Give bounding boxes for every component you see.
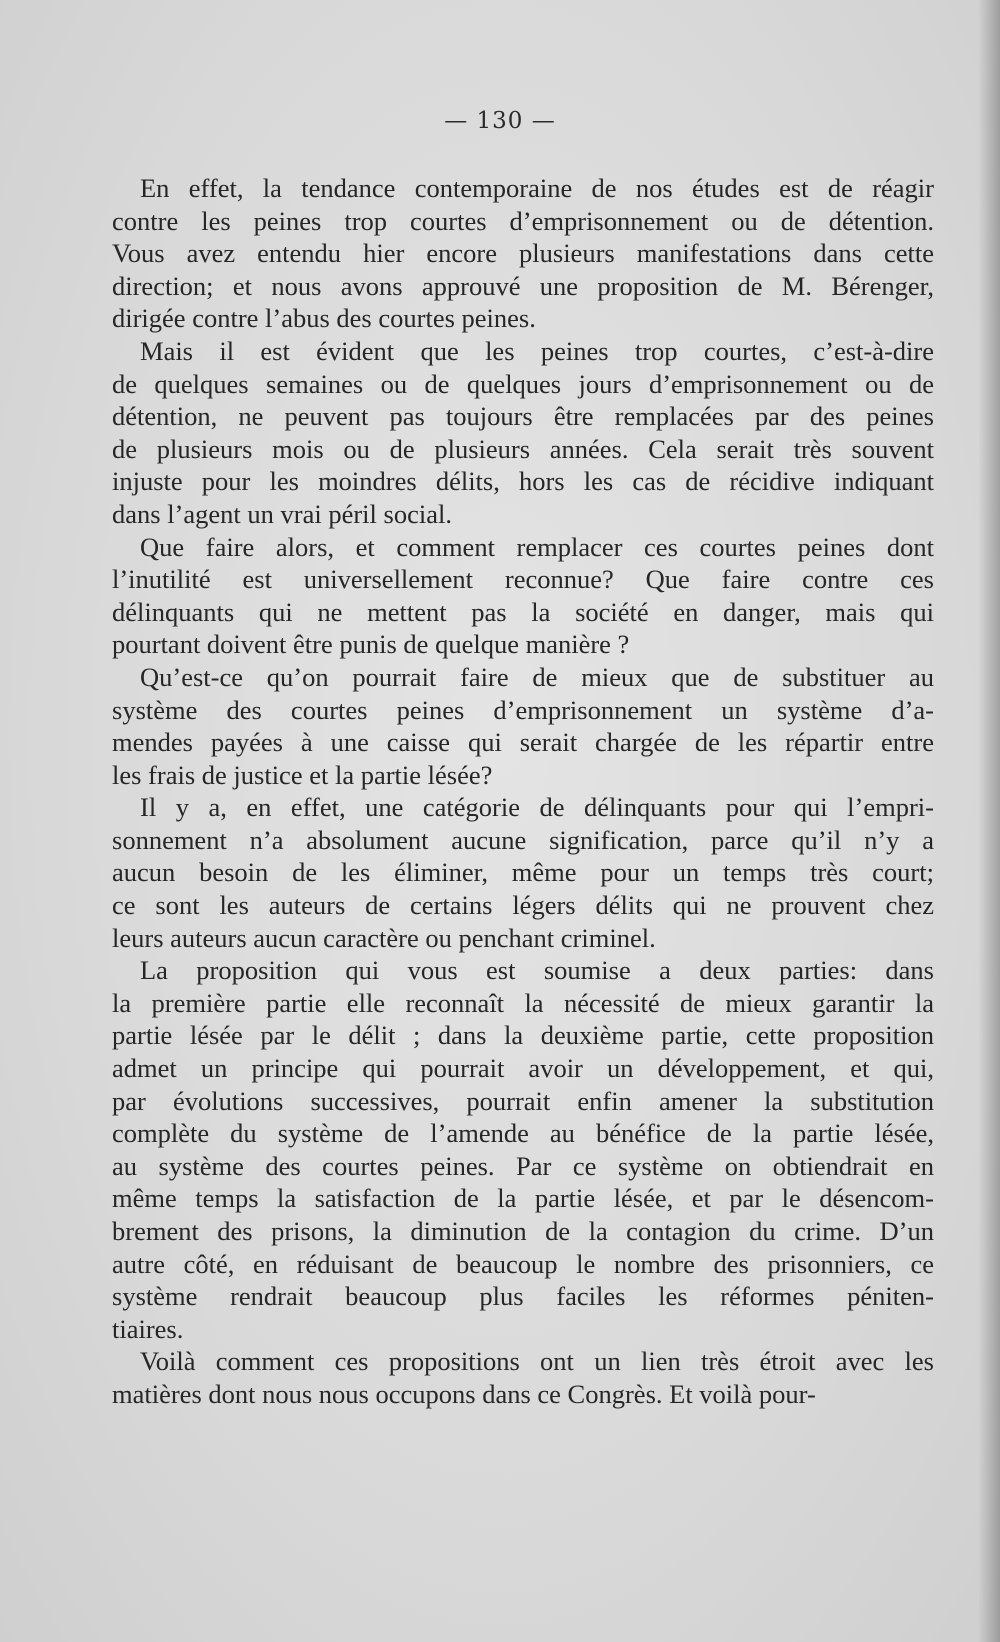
paragraph bbox=[112, 661, 934, 791]
text-line: système des courtes peines d’emprisonnement un système d’a- bbox=[112, 694, 934, 725]
text-line: La proposition qui vous est soumise a deux parties: dans bbox=[140, 955, 934, 986]
text-line: la première partie elle reconnaît la nécessité de mieux garantir la bbox=[112, 987, 934, 1018]
text-line: détention, ne peuvent pas toujours être remplacées par des peines bbox=[112, 401, 934, 432]
text-line: l’inutilité est universellement reconnue? Que faire contre ces bbox=[112, 564, 934, 595]
text-line: Il y a, en effet, une catégorie de délinquants pour qui l’empri- bbox=[140, 792, 934, 823]
text-line: sonnement n’a absolument aucune signification, parce qu’il n’y a bbox=[112, 824, 934, 855]
text-line: par évolutions successives, pourrait enfin amener la substitution bbox=[112, 1085, 934, 1116]
text-line: au système des courtes peines. Par ce système on obtiendrait en bbox=[112, 1150, 934, 1181]
page-edge-shadow bbox=[978, 0, 1000, 1642]
text-line: ce sont les auteurs de certains légers délits qui ne prouvent chez bbox=[112, 890, 934, 921]
text-line: Vous avez entendu hier encore plusieurs manifestations dans cette bbox=[112, 238, 934, 269]
text-line: tiaires. bbox=[112, 1313, 184, 1344]
text-line: de plusieurs mois ou de plusieurs années. Cela serait très souvent bbox=[112, 433, 934, 464]
text-line: En effet, la tendance contemporaine de nos études est de réagir bbox=[140, 173, 934, 203]
paragraph bbox=[112, 335, 934, 531]
text-line: Mais il est évident que les peines trop courtes, c’est-à-dire bbox=[140, 335, 934, 366]
text-line: brement des prisons, la diminution de la contagion du crime. D’un bbox=[112, 1216, 934, 1246]
text-line: Que faire alors, et comment remplacer ces courtes peines dont bbox=[140, 531, 934, 562]
text-line: pourtant doivent être punis de quelque manière ? bbox=[112, 629, 630, 660]
text-line: les frais de justice et la partie lésée? bbox=[112, 759, 493, 790]
body-text bbox=[112, 172, 934, 1411]
text-line: matières dont nous nous occupons dans ce Congrès. Et voilà pour- bbox=[112, 1378, 816, 1409]
text-line: même temps la satisfaction de la partie lésée, et par le désencom- bbox=[112, 1183, 934, 1214]
text-line: injuste pour les moindres délits, hors les cas de récidive indiquant bbox=[112, 466, 934, 497]
text-line: Qu’est-ce qu’on pourrait faire de mieux que de substituer au bbox=[140, 661, 934, 692]
text-line: système rendrait beaucoup plus faciles les réformes péniten- bbox=[112, 1281, 934, 1312]
text-line: autre côté, en réduisant de beaucoup le nombre des prisonniers, ce bbox=[112, 1248, 934, 1279]
text-line: mendes payées à une caisse qui serait chargée de les répartir entre bbox=[112, 727, 934, 758]
paragraph bbox=[112, 954, 934, 1345]
page-number: — 130 — bbox=[444, 108, 556, 134]
paragraph bbox=[112, 172, 934, 335]
text-line: de quelques semaines ou de quelques jours d’emprisonnement ou de bbox=[112, 368, 934, 399]
text-line: admet un principe qui pourrait avoir un développement, et qui, bbox=[112, 1053, 934, 1084]
text-line: Voilà comment ces propositions ont un lien très étroit avec les bbox=[140, 1346, 934, 1377]
text-line: leurs auteurs aucun caractère ou penchant criminel. bbox=[112, 922, 656, 953]
text-line: dirigée contre l’abus des courtes peines. bbox=[112, 303, 536, 334]
text-line: aucun besoin de les éliminer, même pour un temps très court; bbox=[112, 857, 934, 888]
text-line: complète du système de l’amende au bénéfice de la partie lésée, bbox=[112, 1118, 934, 1149]
text-line: direction; et nous avons approuvé une proposition de M. Bérenger, bbox=[112, 270, 934, 301]
paragraph bbox=[112, 791, 934, 954]
text-line: dans l’agent un vrai péril social. bbox=[112, 498, 452, 529]
text-line: délinquants qui ne mettent pas la société en danger, mais qui bbox=[112, 596, 934, 627]
paragraph bbox=[112, 1345, 934, 1410]
text-line: partie lésée par le délit ; dans la deuxième partie, cette proposition bbox=[112, 1020, 934, 1051]
paragraph bbox=[112, 531, 934, 661]
text-line: contre les peines trop courtes d’emprisonnement ou de détention. bbox=[112, 205, 934, 236]
